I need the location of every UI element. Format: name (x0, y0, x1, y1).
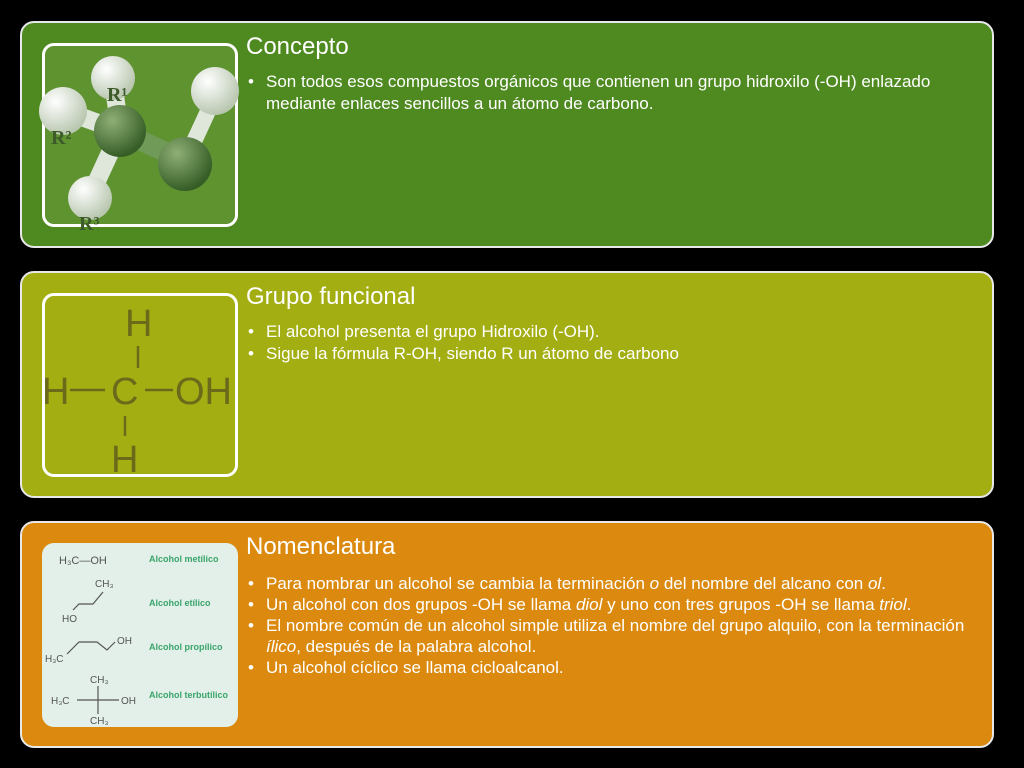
methanol-name: Alcohol metílico (149, 554, 219, 564)
nomenclatura-bullet-list (246, 573, 986, 678)
atom-c-center: C (111, 371, 139, 413)
r3-label: R³ (79, 213, 100, 235)
ethanol-name: Alcohol etílico (149, 598, 211, 608)
concepto-title: Concepto (246, 33, 349, 60)
grupo-funcional-bullet: • Sigue la fórmula R-OH, siendo R un átomo de carbono (246, 343, 986, 365)
nomenclatura-bullet: • El nombre común de un alcohol simple utiliza el nombre del grupo alquilo, con la terminación ílico, después de la palabra alcohol. (246, 615, 986, 657)
propanol-h3c: H₃C (45, 654, 64, 665)
nomenclatura-bullet: • Para nombrar un alcohol se cambia la terminación o del nombre del alcano con ol. (246, 573, 986, 594)
nomenclatura-title: Nomenclatura (246, 533, 396, 560)
methanol-formula: H₃C—OH (59, 555, 107, 567)
carbon-atom (94, 105, 146, 157)
nomenclatura-bullet: • Un alcohol con dos grupos -OH se llama diol y uno con tres grupos -OH se llama triol. (246, 594, 986, 615)
r2-label: R² (51, 127, 72, 149)
concepto-bullet-list (246, 71, 986, 115)
grupo-funcional-card (20, 271, 994, 498)
tbutanol-oh: OH (121, 696, 136, 707)
nomenclatura-bullet: • Un alcohol cíclico se llama cicloalcanol. (246, 657, 986, 678)
grupo-funcional-bullet: • El alcohol presenta el grupo Hidroxilo (-OH). (246, 321, 986, 343)
concepto-card (20, 21, 994, 248)
grupo-funcional-title: Grupo funcional (246, 283, 416, 310)
r1-label: R¹ (107, 84, 128, 106)
alcohol-examples-image (42, 543, 238, 727)
oxygen-atom (158, 137, 212, 191)
tbutanol-name: Alcohol terbutílico (149, 690, 229, 700)
atom-oh-right: OH (175, 371, 232, 413)
propanol-oh: OH (117, 636, 132, 647)
ethanol-ch3: CH₃ (95, 579, 114, 590)
tbutanol-ch3-top: CH₃ (90, 675, 109, 686)
concepto-bullet: • Son todos esos compuestos orgánicos que contienen un grupo hidroxilo (-OH) enlazado mediante enlaces sencillos a un átomo de carbono. (246, 71, 986, 115)
atom-h-top: H (125, 303, 153, 345)
propanol-name: Alcohol propílico (149, 642, 223, 652)
tbutanol-ch3-bottom: CH₃ (90, 716, 109, 727)
molecule-model-image (42, 43, 238, 235)
nomenclatura-card (20, 521, 994, 748)
grupo-funcional-bullet-list (246, 321, 986, 365)
ethanol-ho: HO (62, 614, 77, 625)
structural-formula-image (42, 293, 238, 481)
atom-h-bottom: H (111, 439, 139, 481)
atom-h-left: H (42, 371, 70, 413)
hydrogen-atom (191, 67, 239, 115)
tbutanol-h3c: H₃C (51, 696, 70, 707)
